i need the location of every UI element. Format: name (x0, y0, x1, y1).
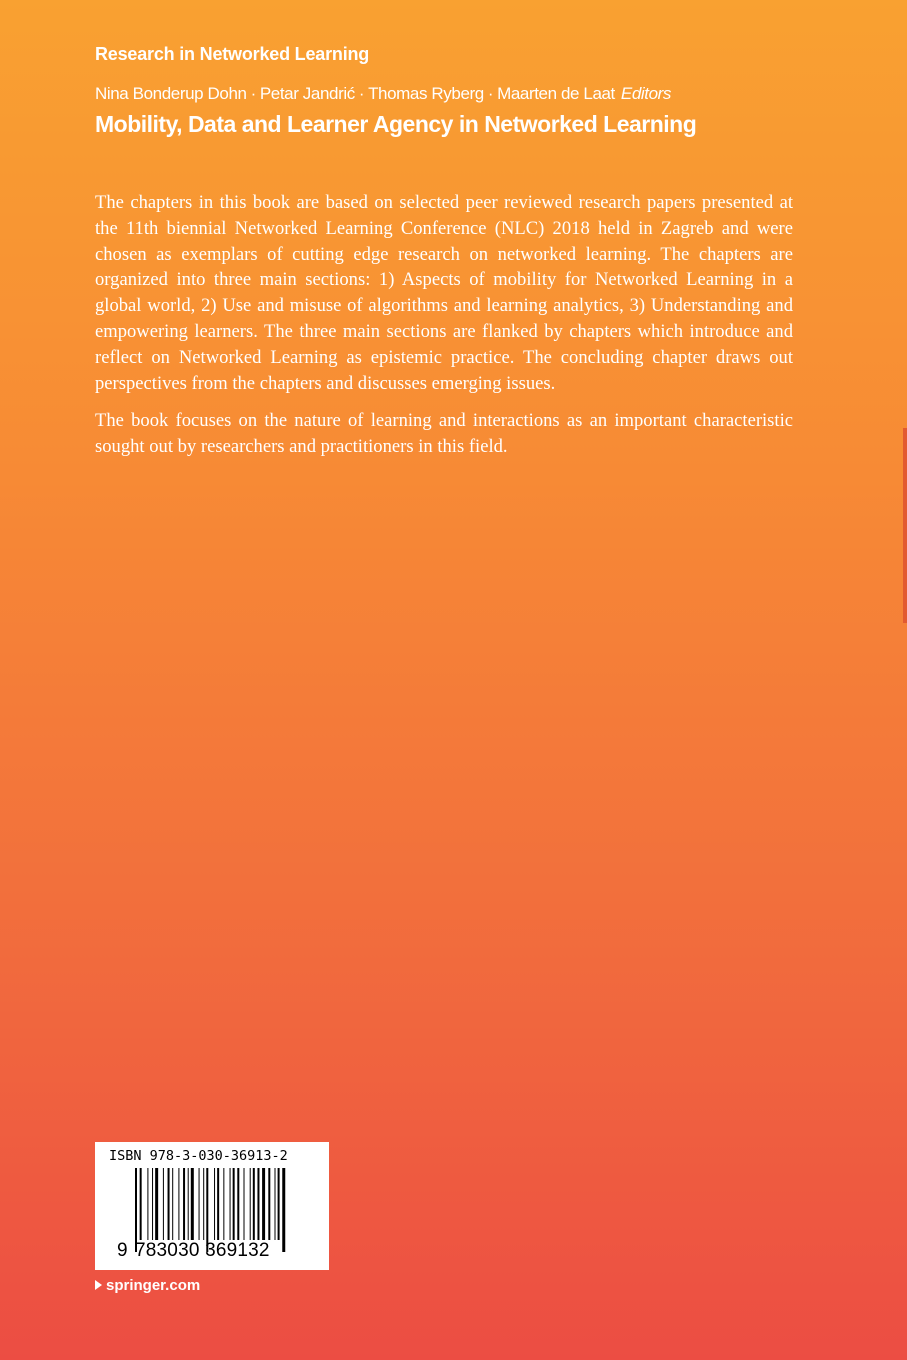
barcode-bar (140, 1168, 142, 1240)
editor-separator: · (487, 84, 494, 103)
barcode-bar (147, 1168, 148, 1240)
barcode-first-digit: 9 (117, 1240, 128, 1261)
barcode-bar (178, 1168, 179, 1240)
editor-separator: · (250, 84, 256, 103)
barcode-bar (250, 1168, 251, 1240)
barcode-bar (237, 1168, 239, 1240)
barcode-bar (188, 1168, 189, 1240)
publisher-link-text: springer.com (106, 1277, 201, 1294)
barcode-bar (223, 1168, 224, 1240)
barcode-bar (199, 1168, 200, 1240)
series-name: Research in Networked Learning (95, 44, 370, 64)
arrow-right-icon (95, 1280, 102, 1290)
barcode-bar (217, 1168, 219, 1240)
barcode-bar (168, 1168, 170, 1240)
barcode-bar (253, 1168, 255, 1240)
editor-name: Maarten de Laat (497, 84, 615, 103)
editors-line (95, 84, 671, 104)
barcode-bar (268, 1168, 270, 1240)
isbn-label: ISBN 978-3-030-36913-2 (109, 1148, 288, 1164)
barcode-bar (230, 1168, 231, 1240)
editor-name: Thomas Ryberg (368, 84, 484, 103)
barcode-bar (163, 1168, 164, 1240)
isbn-barcode (95, 1142, 329, 1270)
editor-name: Nina Bonderup Dohn (95, 84, 247, 103)
barcode-bar (262, 1168, 265, 1240)
book-description (95, 190, 793, 472)
barcode-bar (203, 1168, 204, 1240)
description-paragraph: The chapters in this book are based on selected peer reviewed research papers presented at the 11th biennial Networked Learning Conference (NLC) 2018 held in Zagreb and were chosen as exemplars of cutting edge research on networked learning. The chapters are organized into three main sections: 1) Aspects of mobility for Networked Learning in a global world, 2) Use and misuse of algorithms and learning analytics, 3) Understanding and empowering learners. The three main sections are flanked by chapters which introduce and reflect on Networked Learning as epistemic practice. The concluding chapter draws out perspectives from the chapters and discusses emerging issues. (95, 192, 793, 394)
barcode-bar (275, 1168, 276, 1240)
barcode-bar (257, 1168, 259, 1240)
barcode-digits: 783030 369132 (135, 1240, 270, 1261)
book-title: Mobility, Data and Learner Agency in Networked Learning (95, 111, 697, 137)
barcode-bar (214, 1168, 215, 1240)
barcode-bar (282, 1168, 285, 1252)
editor-name: Petar Jandrić (259, 84, 355, 103)
barcode-bar (191, 1168, 194, 1240)
barcode-bar (244, 1168, 245, 1240)
editors-role: Editors (620, 84, 671, 103)
editor-separator: · (358, 84, 365, 103)
barcode-bar (233, 1168, 235, 1240)
publisher-link[interactable] (95, 1277, 200, 1294)
barcode-bar (172, 1168, 173, 1240)
edge-strip (903, 428, 907, 623)
barcode-bar (152, 1168, 153, 1240)
barcode-bar (183, 1168, 185, 1240)
barcode-bar (278, 1168, 280, 1240)
barcode-bar (155, 1168, 158, 1240)
description-paragraph: The book focuses on the nature of learning and interactions as an important characteristic sought out by researchers and practitioners in this field. (95, 410, 793, 458)
